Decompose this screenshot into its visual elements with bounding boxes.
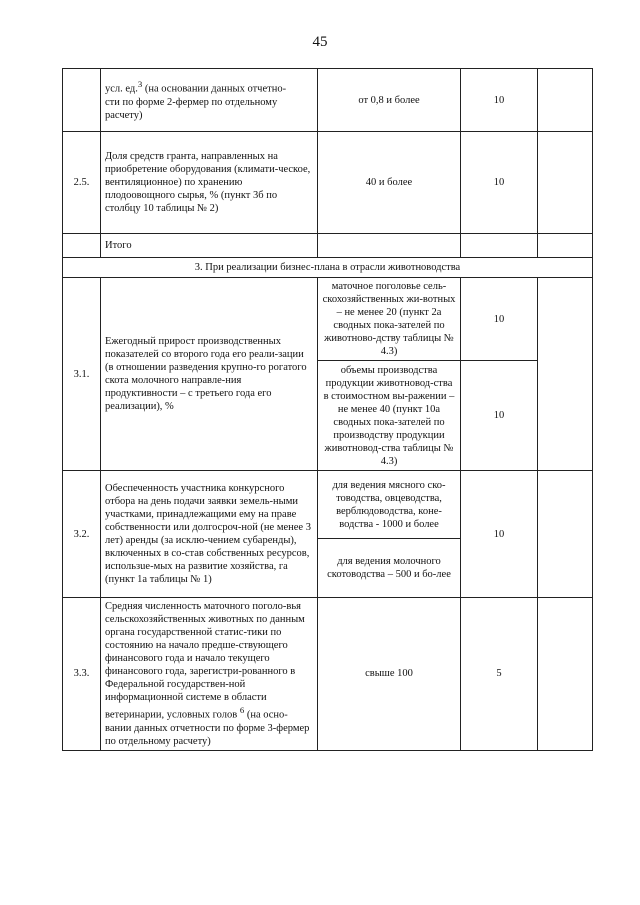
row-number-cell: 2.5. [63,132,101,234]
row-number-cell: 3.2. [63,471,101,598]
criterion-cell: для ведения молочного скотоводства – 500 и бо-лее [318,539,461,598]
empty-cell [461,234,538,258]
score-cell: 10 [461,132,538,234]
table-row [63,278,593,361]
score-cell: 10 [461,69,538,132]
criterion-cell: 40 и более [318,132,461,234]
score-cell: 5 [461,598,538,751]
empty-cell [538,132,593,234]
section-title: 3. При реализации бизнес-плана в отрасли животноводства [63,258,593,278]
section-header-row [63,258,593,278]
empty-cell [538,69,593,132]
scoring-table [62,68,593,751]
table-row [63,132,593,234]
row-number-cell [63,234,101,258]
description-cell: Средняя численность маточного поголо-вья сельскохозяйственных животных по данным органа государственной статис-тики по состоянию на начало предше-ствующего финансового года и начало текущего финансового года, зарегистри-рованного в Федеральной государствен-ной информационной системе в области ветеринарии, условных голов $^6$ (на осно-вании данных отчетности по форме 3-фермер по отдельному расчету) [101,598,318,751]
criterion-cell: от 0,8 и более [318,69,461,132]
description-cell: Доля средств гранта, направленных на приобретение оборудования (климати-ческое, вентиляционное) по хранению плодоовощного сырья, % (пункт 3б по столбцу 10 таблицы № 2) [101,132,318,234]
description-cell: Обеспеченность участника конкурсного отбора на день подачи заявки земель-ными участками, принадлежащими ему на праве собственности или долгосроч-ной (не менее 3 лет) аренды (за исклю-чением субаренды), включенных в со-став собственных ресурсов, использue-мых на развитие хозяйства, га (пункт 1а таблицы № 1) [101,471,318,598]
table-row [63,598,593,751]
score-cell: 10 [461,361,538,471]
row-number-cell: 3.1. [63,278,101,471]
empty-cell [538,471,593,598]
criterion-cell: объемы производства продукции животновод-ства в стоимостном вы-ражении – не менее 40 (пункт 10а сводных пока-зателей по производству продукции животновод-ства таблицы № 4.3) [318,361,461,471]
empty-cell [538,234,593,258]
empty-cell [538,278,593,471]
criterion-cell: свыше 100 [318,598,461,751]
description-cell: усл. ед.$^3$ (на основании данных отчетно- сти по форме 2-фермер по отдельному расчету) [101,69,318,132]
table-row [63,471,593,539]
score-cell: 10 [461,471,538,598]
table-row [63,69,593,132]
page-number: 45 [312,34,328,50]
criterion-cell: для ведения мясного ско-товодства, овцеводства, верблюдоводства, коне-водства - 1000 и более [318,471,461,539]
score-cell: 10 [461,278,538,361]
table-row [63,234,593,258]
empty-cell [318,234,461,258]
criterion-cell: маточное поголовье сель-скохозяйственных жи-вотных – не менее 20 (пункт 2а сводных пока-зателей по животново-дству таблицы № 4.3) [318,278,461,361]
description-cell: Ежегодный прирост производственных показателей со второго года его реали-зации (в отношении разведения крупно-го рогатого скота молочного направле-ния продуктивности – с третьего года его реализации), % [101,278,318,471]
row-number-cell [63,69,101,132]
empty-cell [538,598,593,751]
total-label: Итого [101,234,318,258]
row-number-cell: 3.3. [63,598,101,751]
